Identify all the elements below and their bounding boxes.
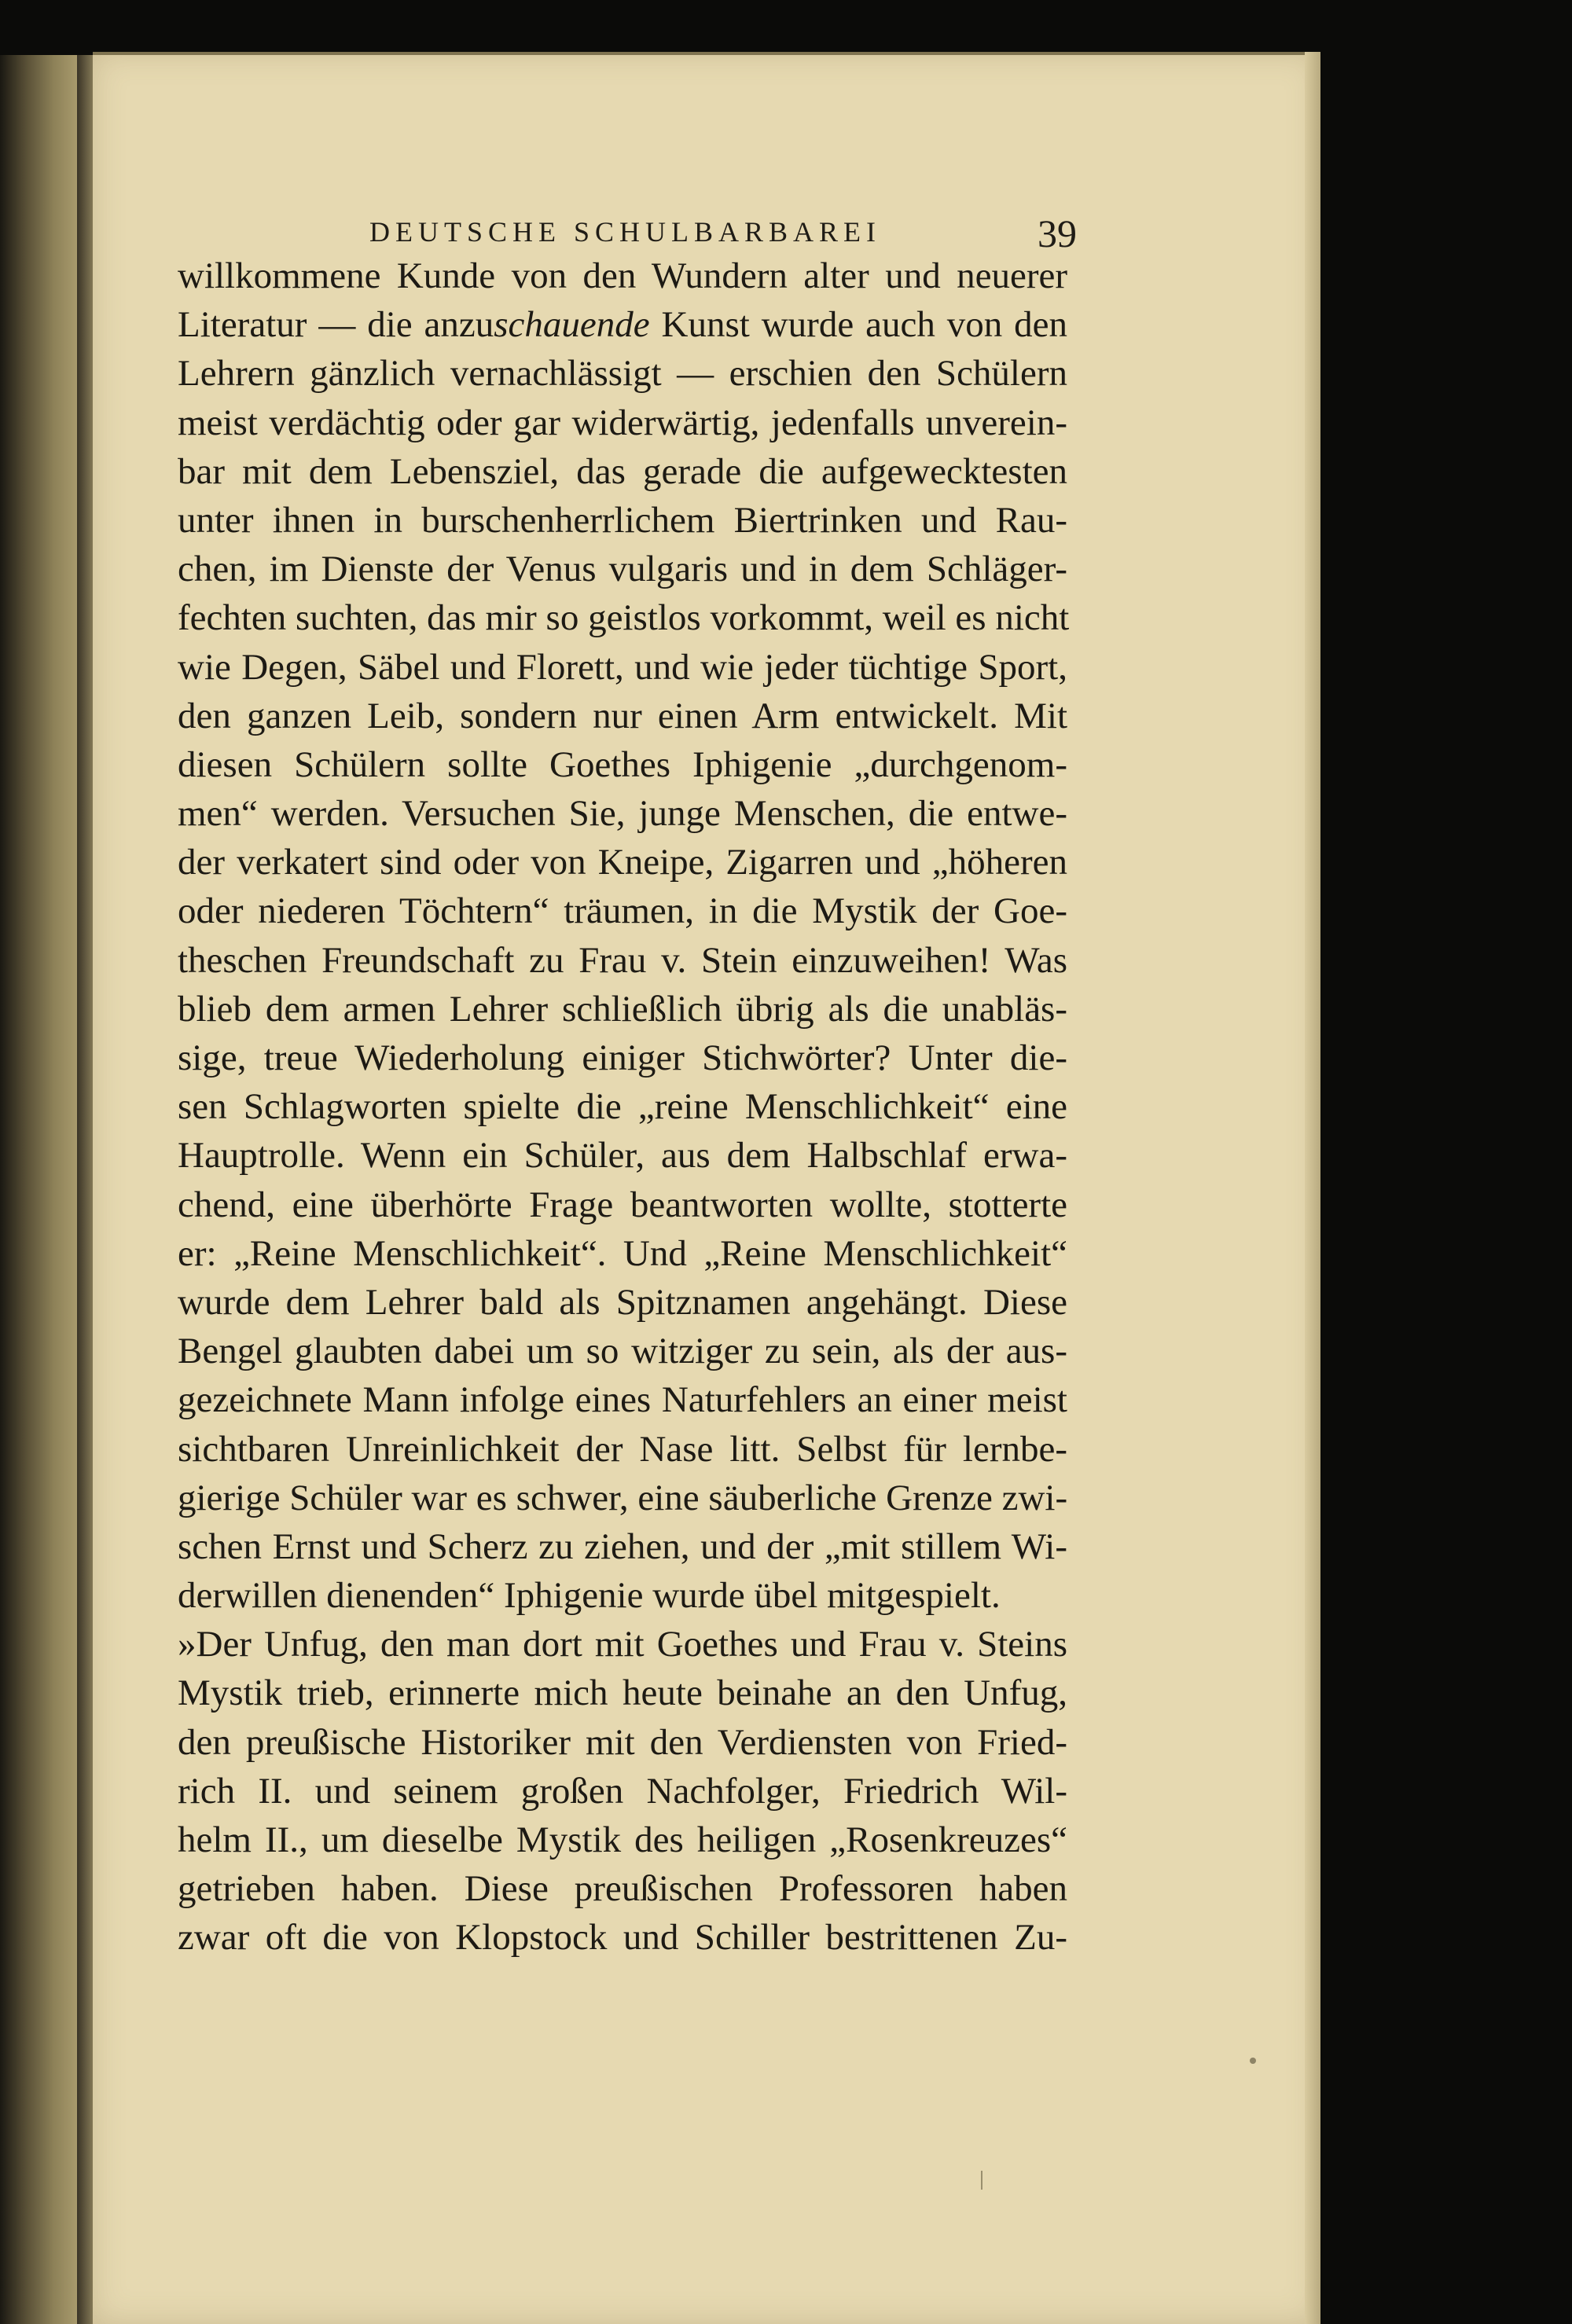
text-line-content: schen Ernst und Scherz zu ziehen, und der „mit stillem Wi- [178, 1525, 1067, 1567]
text-line [178, 1522, 1067, 1571]
text-line-content: unter ihnen in burschenherrlichem Biertrinken und Rau- [178, 499, 1067, 541]
text-line-content: Lehrern gänzlich vernachlässigt — erschien den Schülern [178, 353, 1067, 395]
text-line-content: meist verdächtig oder gar widerwärtig, jedenfalls unverein- [178, 402, 1067, 443]
text-line [178, 985, 1067, 1034]
paper-speck [1250, 2058, 1256, 2064]
text-line [178, 1131, 1067, 1180]
text-line [178, 1180, 1067, 1229]
running-head-title: DEUTSCHE SCHULBARBAREI [369, 216, 882, 248]
text-line [178, 1229, 1067, 1278]
text-line [178, 1474, 1067, 1522]
text-line [178, 789, 1067, 838]
text-line-content: fechten suchten, das mir so geistlos vorkommt, weil es nicht [178, 597, 1070, 639]
text-line [178, 887, 1067, 935]
text-line-content: gierige Schüler war es schwer, eine säuberliche Grenze zwi- [178, 1477, 1068, 1518]
text-line [178, 1034, 1067, 1082]
text-line-content: Bengel glaubten dabei um so witziger zu sein, als der aus- [178, 1331, 1067, 1372]
text-line [178, 251, 1067, 300]
text-line-content: rich II. und seinem großen Nachfolger, Friedrich Wil- [178, 1770, 1067, 1812]
text-line-content: diesen Schülern sollte Goethes Iphigenie „durchgenom- [178, 743, 1067, 785]
text-line-content: derwillen dienenden“ Iphigenie wurde übel mitgespielt. [178, 1575, 1001, 1617]
text-line-content: blieb dem armen Lehrer schließlich übrig als die unabläs- [178, 988, 1067, 1030]
text-line [178, 936, 1067, 985]
text-line-content: men“ werden. Versuchen Sie, junge Menschen, die entwe- [178, 793, 1067, 835]
text-line-content: sige, treue Wiederholung einiger Stichwörter? Unter die- [178, 1037, 1067, 1078]
paper-mark [981, 2171, 982, 2190]
gutter-shadow [77, 55, 94, 2324]
text-line-content: sen Schlagworten spielte die „reine Menschlichkeit“ eine [178, 1086, 1067, 1128]
text-line [178, 1864, 1067, 1913]
text-line [178, 593, 1070, 642]
page-right-edge [1305, 52, 1320, 2324]
text-line [178, 1767, 1067, 1816]
text-line-content: gezeichnete Mann infolge eines Naturfehlers an einer meist [178, 1379, 1067, 1421]
text-line-content: wurde dem Lehrer bald als Spitznamen angehängt. Diese [178, 1281, 1067, 1323]
text-line-post: Kunst wurde auch von den [649, 304, 1067, 346]
text-line [178, 496, 1067, 545]
text-line-content: zwar oft die von Klopstock und Schiller bestrittenen Zu- [178, 1917, 1067, 1959]
text-line-content: den preußische Historiker mit den Verdiensten von Fried- [178, 1721, 1067, 1763]
text-line-content: theschen Freundschaft zu Frau v. Stein einzuweihen! Was [178, 939, 1067, 981]
text-line-content: Mystik trieb, erinnerte mich heute beinahe an den Unfug, [178, 1672, 1067, 1714]
text-line-content: chen, im Dienste der Venus vulgaris und in dem Schläger- [178, 549, 1067, 590]
text-line-content: sichtbaren Unreinlichkeit der Nase litt. Selbst für lernbe- [178, 1428, 1067, 1470]
text-line-content: getrieben haben. Diese preußischen Professoren haben [178, 1868, 1067, 1910]
text-line [178, 692, 1067, 740]
text-line-content: der verkatert sind oder von Kneipe, Zigarren und „höheren [178, 842, 1067, 883]
text-line-content: Hauptrolle. Wenn ein Schüler, aus dem Halbschlaf erwa- [178, 1135, 1067, 1177]
text-line [178, 1278, 1067, 1327]
text-line-content: bar mit dem Lebensziel, das gerade die aufgewecktesten [178, 450, 1067, 492]
text-line-content: »Der Unfug, den man dort mit Goethes und Frau v. Steins [178, 1624, 1067, 1665]
text-line [178, 1425, 1067, 1474]
text-line-content: den ganzen Leib, sondern nur einen Arm entwickelt. Mit [178, 695, 1067, 736]
text-line-content: wie Degen, Säbel und Florett, und wie jeder tüchtige Sport, [178, 646, 1067, 688]
page-top-edge [93, 52, 1319, 55]
text-line-content: chend, eine überhörte Frage beantworten wollte, stotterte [178, 1184, 1067, 1225]
text-line [178, 1571, 1067, 1620]
italic-word: schauende [494, 304, 650, 346]
text-line [178, 1816, 1067, 1864]
text-line-pre: Literatur — die anzu [178, 304, 494, 346]
text-line [178, 1375, 1067, 1424]
previous-page-edge [0, 55, 77, 2324]
page-number: 39 [1038, 211, 1077, 255]
text-line [178, 740, 1067, 789]
text-line-content: helm II., um dieselbe Mystik des heiligen „Rosenkreuzes“ [178, 1819, 1067, 1860]
text-line [178, 1669, 1067, 1717]
text-line [178, 349, 1067, 398]
text-line [178, 398, 1067, 447]
text-line-content: er: „Reine Menschlichkeit“. Und „Reine Menschlichkeit“ [178, 1232, 1067, 1274]
text-line [178, 838, 1067, 887]
text-line [178, 1718, 1067, 1767]
text-line [178, 643, 1067, 692]
text-line [178, 300, 1067, 349]
text-line [178, 1620, 1067, 1669]
text-line-content: oder niederen Töchtern“ träumen, in die Mystik der Goe- [178, 890, 1067, 932]
text-line [178, 1327, 1067, 1375]
text-line [178, 447, 1067, 496]
body-text [178, 251, 1070, 1962]
text-line [178, 545, 1067, 593]
text-line [178, 1913, 1067, 1962]
text-line [178, 1082, 1067, 1131]
text-line-content: willkommene Kunde von den Wundern alter und neuerer [178, 255, 1067, 296]
